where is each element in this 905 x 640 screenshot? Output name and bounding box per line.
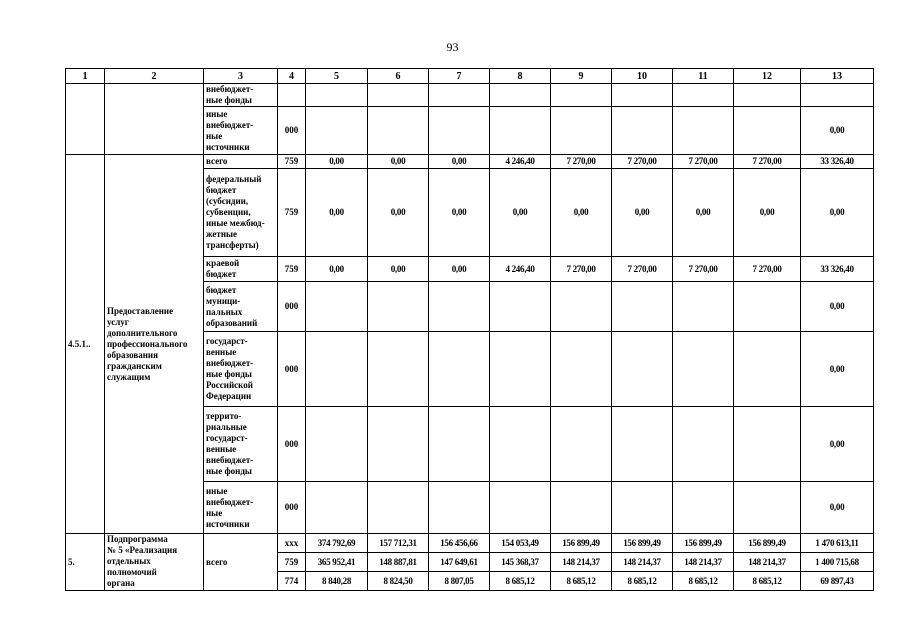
- value-cell: 33 326,40: [801, 155, 874, 169]
- header-cell: 7: [429, 69, 490, 84]
- funding-source-cell: федеральный бюджет (субсидии, субвенции, иные межбюд- жетные трансферты): [204, 169, 278, 257]
- value-cell: 7 270,00: [612, 155, 673, 169]
- value-cell: 7 270,00: [673, 257, 734, 282]
- value-cell: 0,00: [801, 407, 874, 482]
- header-cell: 8: [490, 69, 551, 84]
- value-cell: 156 899,49: [551, 534, 612, 553]
- row-number-cell: 5.: [66, 534, 105, 591]
- table-row: [66, 155, 874, 169]
- value-cell: 1 400 715,68: [801, 553, 874, 572]
- header-cell: 5: [306, 69, 368, 84]
- header-cell: 4: [278, 69, 306, 84]
- value-cell: 0,00: [429, 169, 490, 257]
- value-cell: [673, 332, 734, 407]
- value-cell: 8 685,12: [612, 572, 673, 591]
- value-cell: 7 270,00: [673, 155, 734, 169]
- header-cell: 12: [734, 69, 801, 84]
- code-cell: 000: [278, 282, 306, 332]
- value-cell: 4 246,40: [490, 257, 551, 282]
- value-cell: [429, 282, 490, 332]
- funding-source-cell: всего: [204, 155, 278, 169]
- value-cell: 0,00: [551, 169, 612, 257]
- header-row: [66, 69, 874, 84]
- value-cell: 0,00: [734, 169, 801, 257]
- value-cell: [306, 332, 368, 407]
- value-cell: [429, 84, 490, 107]
- value-cell: [368, 107, 429, 155]
- value-cell: 148 214,37: [612, 553, 673, 572]
- row-name-cell: Предоставление услуг дополнительного профессионального образования гражданским служащим: [105, 155, 204, 534]
- code-cell: 000: [278, 482, 306, 534]
- value-cell: 145 368,37: [490, 553, 551, 572]
- value-cell: 147 649,61: [429, 553, 490, 572]
- value-cell: 148 214,37: [551, 553, 612, 572]
- value-cell: [734, 407, 801, 482]
- value-cell: 8 807,05: [429, 572, 490, 591]
- value-cell: [368, 332, 429, 407]
- funding-source-cell: бюджет муници- пальных образований: [204, 282, 278, 332]
- value-cell: [306, 282, 368, 332]
- value-cell: 0,00: [429, 155, 490, 169]
- code-cell: 759: [278, 169, 306, 257]
- header-cell: 1: [66, 69, 105, 84]
- row-name-cell: Подпрограмма № 5 «Реализация отдельных полномочий органа: [105, 534, 204, 591]
- value-cell: [306, 482, 368, 534]
- value-cell: 0,00: [801, 282, 874, 332]
- value-cell: 0,00: [368, 155, 429, 169]
- value-cell: [612, 407, 673, 482]
- value-cell: 69 897,43: [801, 572, 874, 591]
- value-cell: [612, 332, 673, 407]
- code-cell: 000: [278, 332, 306, 407]
- header-cell: 13: [801, 69, 874, 84]
- value-cell: 0,00: [612, 169, 673, 257]
- code-cell: 774: [278, 572, 306, 591]
- code-cell: 759: [278, 553, 306, 572]
- value-cell: 0,00: [306, 257, 368, 282]
- header-cell: 9: [551, 69, 612, 84]
- value-cell: 157 712,31: [368, 534, 429, 553]
- value-cell: 0,00: [801, 169, 874, 257]
- value-cell: [368, 482, 429, 534]
- budget-table: [65, 68, 874, 591]
- value-cell: 7 270,00: [612, 257, 673, 282]
- value-cell: [429, 482, 490, 534]
- funding-source-cell: государст- венные внебюджет- ные фонды Российской Федерации: [204, 332, 278, 407]
- value-cell: 156 456,66: [429, 534, 490, 553]
- value-cell: 0,00: [429, 257, 490, 282]
- value-cell: 365 952,41: [306, 553, 368, 572]
- value-cell: [368, 282, 429, 332]
- value-cell: [490, 107, 551, 155]
- funding-source-cell: террито- риальные государст- венные внебюджет- ные фонды: [204, 407, 278, 482]
- funding-source-cell: всего: [204, 534, 278, 591]
- value-cell: 148 887,81: [368, 553, 429, 572]
- value-cell: [734, 332, 801, 407]
- value-cell: [673, 84, 734, 107]
- table-row: [66, 534, 874, 553]
- value-cell: 148 214,37: [673, 553, 734, 572]
- value-cell: 156 899,49: [673, 534, 734, 553]
- value-cell: 0,00: [368, 257, 429, 282]
- row-name-cell: [105, 84, 204, 155]
- row-number-cell: [66, 84, 105, 155]
- header-cell: 11: [673, 69, 734, 84]
- value-cell: [490, 282, 551, 332]
- value-cell: [368, 407, 429, 482]
- value-cell: [612, 282, 673, 332]
- value-cell: 7 270,00: [551, 257, 612, 282]
- value-cell: 0,00: [306, 169, 368, 257]
- value-cell: [551, 332, 612, 407]
- value-cell: 8 840,28: [306, 572, 368, 591]
- value-cell: 156 899,49: [734, 534, 801, 553]
- table-row: [66, 84, 874, 107]
- value-cell: [734, 482, 801, 534]
- value-cell: 0,00: [801, 332, 874, 407]
- value-cell: 7 270,00: [734, 257, 801, 282]
- header-cell: 6: [368, 69, 429, 84]
- value-cell: 148 214,37: [734, 553, 801, 572]
- code-cell: 759: [278, 155, 306, 169]
- header-cell: 10: [612, 69, 673, 84]
- value-cell: [490, 84, 551, 107]
- page-number: 93: [446, 40, 459, 54]
- value-cell: [490, 407, 551, 482]
- value-cell: 0,00: [368, 169, 429, 257]
- value-cell: [673, 107, 734, 155]
- value-cell: [429, 107, 490, 155]
- value-cell: 33 326,40: [801, 257, 874, 282]
- value-cell: 4 246,40: [490, 155, 551, 169]
- funding-source-cell: иные внебюджет- ные источники: [204, 107, 278, 155]
- value-cell: [612, 482, 673, 534]
- code-cell: 000: [278, 107, 306, 155]
- value-cell: [490, 482, 551, 534]
- value-cell: [734, 107, 801, 155]
- value-cell: 8 685,12: [673, 572, 734, 591]
- row-number-cell: 4.5.1..: [66, 155, 105, 534]
- value-cell: [306, 107, 368, 155]
- value-cell: [673, 482, 734, 534]
- value-cell: [306, 407, 368, 482]
- value-cell: [306, 84, 368, 107]
- code-cell: 000: [278, 407, 306, 482]
- value-cell: [551, 282, 612, 332]
- value-cell: 8 824,50: [368, 572, 429, 591]
- value-cell: 8 685,12: [551, 572, 612, 591]
- funding-source-cell: иные внебюджет- ные источники: [204, 482, 278, 534]
- value-cell: 156 899,49: [612, 534, 673, 553]
- value-cell: [612, 84, 673, 107]
- value-cell: 154 053,49: [490, 534, 551, 553]
- value-cell: [801, 84, 874, 107]
- value-cell: [551, 84, 612, 107]
- header-cell: 2: [105, 69, 204, 84]
- value-cell: 374 792,69: [306, 534, 368, 553]
- code-cell: [278, 84, 306, 107]
- value-cell: [551, 407, 612, 482]
- value-cell: 8 685,12: [490, 572, 551, 591]
- value-cell: 0,00: [673, 169, 734, 257]
- value-cell: 8 685,12: [734, 572, 801, 591]
- code-cell: ххх: [278, 534, 306, 553]
- value-cell: 0,00: [801, 107, 874, 155]
- value-cell: 7 270,00: [734, 155, 801, 169]
- funding-source-cell: внебюджет- ные фонды: [204, 84, 278, 107]
- value-cell: [368, 84, 429, 107]
- header-cell: 3: [204, 69, 278, 84]
- value-cell: [551, 107, 612, 155]
- value-cell: 0,00: [801, 482, 874, 534]
- value-cell: 7 270,00: [551, 155, 612, 169]
- code-cell: 759: [278, 257, 306, 282]
- value-cell: [734, 84, 801, 107]
- value-cell: [673, 282, 734, 332]
- value-cell: [429, 332, 490, 407]
- value-cell: 0,00: [306, 155, 368, 169]
- value-cell: [490, 332, 551, 407]
- value-cell: [429, 407, 490, 482]
- value-cell: [673, 407, 734, 482]
- value-cell: [612, 107, 673, 155]
- value-cell: [734, 282, 801, 332]
- value-cell: 1 470 613,11: [801, 534, 874, 553]
- value-cell: [551, 482, 612, 534]
- funding-source-cell: краевой бюджет: [204, 257, 278, 282]
- value-cell: 0,00: [490, 169, 551, 257]
